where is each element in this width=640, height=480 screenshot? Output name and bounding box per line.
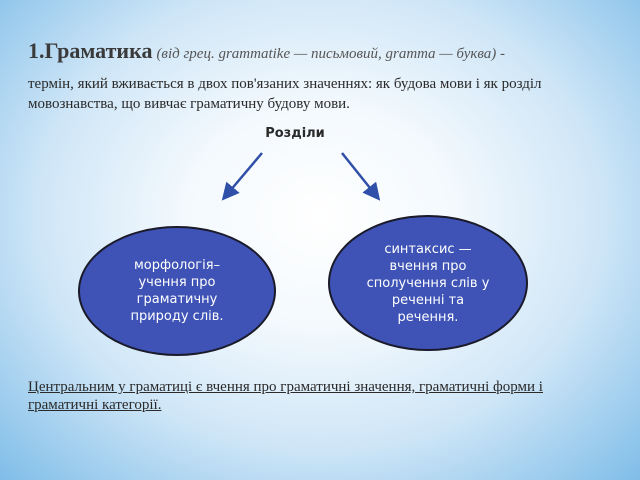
node-morphology xyxy=(78,226,276,356)
arrow-left xyxy=(224,153,262,198)
etymology-note: (від грец. grammatike — письмовий, gramma — буква) - xyxy=(156,46,506,62)
node-syntax-label: синтаксис — вчення про сполучення слів у реченні та речення. xyxy=(366,241,490,325)
slide-title: 1.Граматика xyxy=(28,38,153,63)
definition-text: термін, який вживається в двох пов'язаних значеннях: як будова мови і як розділ мовознавства, що вивчає граматичну будову мови. xyxy=(28,76,542,112)
node-morphology-label: морфологія–учення про граматичну природу слів. xyxy=(130,258,224,324)
node-syntax xyxy=(328,215,528,351)
footer-statement: Центральним у граматиці є вчення про граматичні значення, граматичні форми і граматичні категорії. xyxy=(28,379,543,413)
arrow-right xyxy=(342,153,378,198)
diagram-root-label: Розділи xyxy=(265,126,325,141)
